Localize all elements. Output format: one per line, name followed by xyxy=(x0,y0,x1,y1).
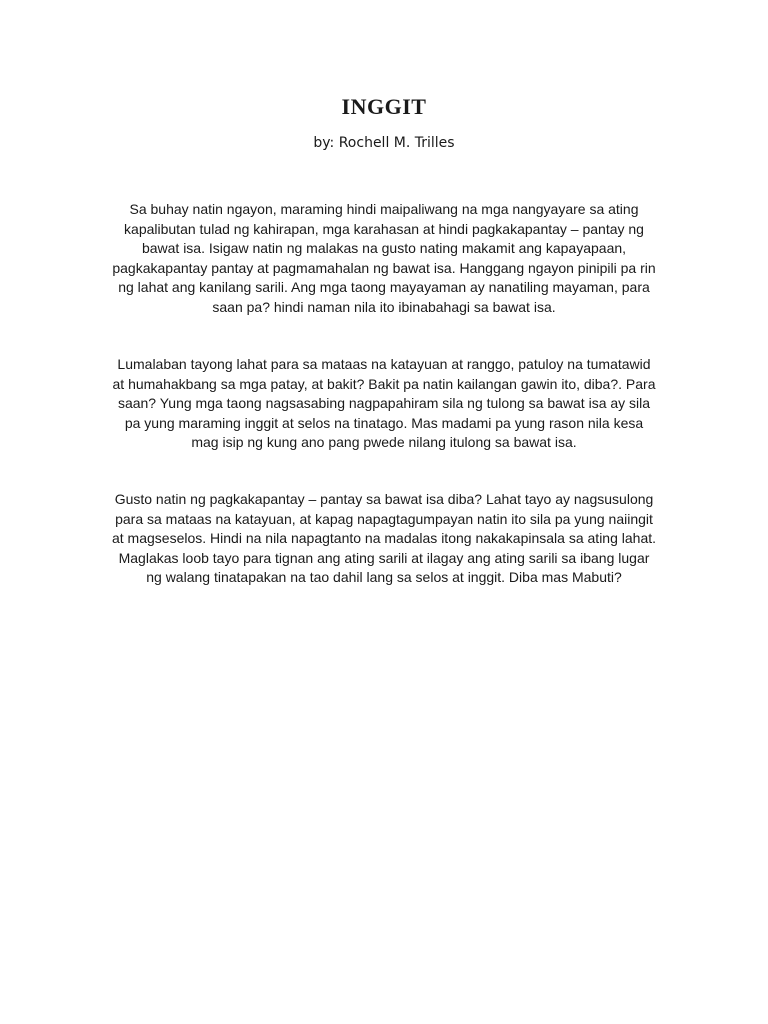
paragraph-3 xyxy=(84,490,684,588)
paragraph-line: ng lahat ang kanilang sarili. Ang mga taong mayayaman ay nanatiling mayaman, para xyxy=(118,279,650,295)
paragraph-line: at humahakbang sa mga patay, at bakit? Bakit pa natin kailangan gawin ito, diba?. Para xyxy=(112,375,656,392)
paragraph-line: at magseselos. Hindi na nila napagtanto na madalas itong nakakapinsala sa ating lahat. xyxy=(111,530,657,546)
paragraph-2 xyxy=(84,355,684,453)
paragraph-line: Sa buhay natin ngayon, maraming hindi maipaliwang na mga nangyayare sa ating xyxy=(129,201,639,217)
paragraph-line: mag isip ng kung ano pang pwede nilang itulong sa bawat isa. xyxy=(191,434,577,450)
paragraph-line: pagkakapantay pantay at pagmamahalan ng bawat isa. Hanggang ngayon pinipili pa rin xyxy=(112,259,656,276)
paragraph-1 xyxy=(84,200,684,317)
document-author: by: Rochell M. Trilles xyxy=(313,135,455,151)
document-title: INGGIT xyxy=(341,94,427,119)
paragraph-line: bawat isa. Isigaw natin ng malakas na gusto nating makamit ang kapayapaan, xyxy=(141,240,627,256)
paragraph-line: Lumalaban tayong lahat para sa mataas na katayuan at ranggo, patuloy na tumatawid xyxy=(117,356,651,372)
paragraph-line: ng walang tinatapakan na tao dahil lang sa selos at inggit. Diba mas Mabuti? xyxy=(146,569,622,585)
paragraph-line: Gusto natin ng pagkakapantay – pantay sa bawat isa diba? Lahat tayo ay nagsusulong xyxy=(114,491,654,507)
paragraph-line: saan? Yung mga taong nagsasabing nagpapahiram sila ng tulong sa bawat isa ay sila xyxy=(117,395,651,411)
paragraph-line: Maglakas loob tayo para tignan ang ating sarili at ilagay ang ating sarili sa ibang lugar xyxy=(118,549,650,566)
paragraph-line: pa yung maraming inggit at selos na tinatago. Mas madami pa yung rason nila kesa xyxy=(124,414,644,431)
paragraph-line: para sa mataas na katayuan, at kapag napagtagumpayan natin ito sila pa yung naiingit xyxy=(115,510,653,527)
paragraph-line: kapalibutan tulad ng kahirapan, mga karahasan at hindi pagkakapantay – pantay ng xyxy=(124,220,644,237)
paragraph-line: saan pa? hindi naman nila ito ibinabahagi sa bawat isa. xyxy=(212,298,556,315)
